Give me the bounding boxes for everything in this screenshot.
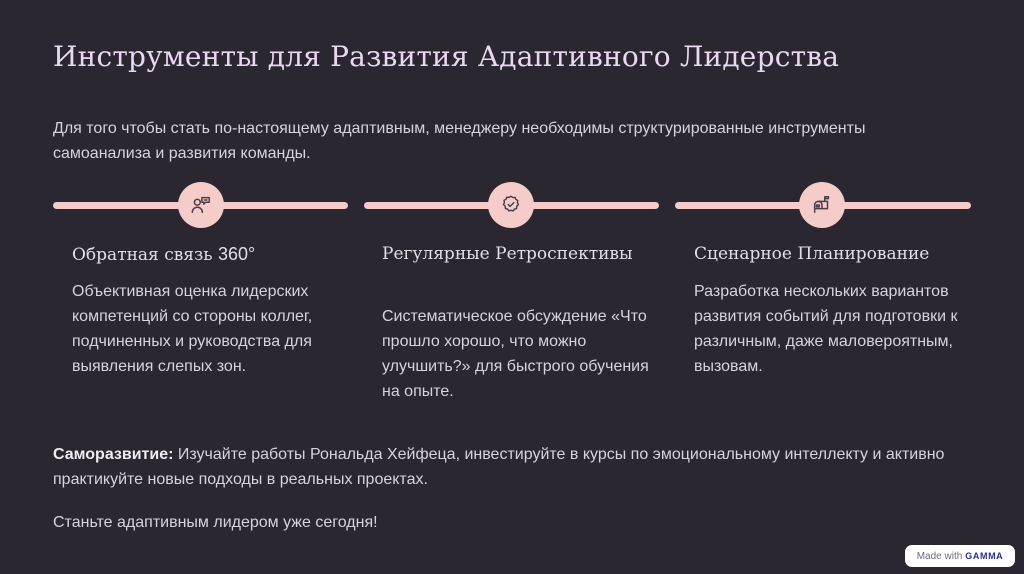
card-title-text: Обратная связь: [72, 245, 213, 265]
gamma-logo: GAMMA: [965, 551, 1004, 561]
intro-paragraph: Для того чтобы стать по-настоящему адаптивным, менеджеру необходимы структурированные инструменты самоанализа и развития команды.: [53, 120, 866, 162]
people-feedback-icon: [178, 182, 224, 228]
badge-prefix: Made with: [916, 550, 963, 562]
card-text-retrospectives: Систематическое обсуждение «Что прошло хорошо, что можно улучшить?» для быстрого обучения на опыте.: [382, 308, 649, 400]
self-development-label: Саморазвитие:: [53, 446, 174, 463]
slide-title: Инструменты для Развития Адаптивного Лидерства: [53, 40, 840, 73]
card-title-feedback: [72, 244, 255, 265]
card-title-retrospectives: Регулярные Ретроспективы: [382, 244, 633, 264]
self-development-text: Изучайте работы Рональда Хейфеца, инвестируйте в курсы по эмоциональному интеллекту и активно практикуйте новые подходы в реальных проектах.: [53, 446, 945, 488]
closing-line: Станьте адаптивным лидером уже сегодня!: [53, 514, 378, 531]
award-badge-icon: [488, 182, 534, 228]
made-with-gamma-badge[interactable]: [905, 545, 1015, 567]
mailbox-flag-icon: [799, 182, 845, 228]
card-title-number: 360°: [217, 244, 256, 264]
card-text-feedback: Объективная оценка лидерских компетенций со стороны коллег, подчиненных и руководства для выявления слепых зон.: [72, 283, 313, 375]
card-title-scenario-planning: Сценарное Планирование: [694, 244, 930, 264]
card-text-scenario-planning: Разработка нескольких вариантов развития событий для подготовки к различным, даже маловероятным, вызовам.: [694, 283, 958, 375]
self-development-paragraph: [53, 442, 983, 492]
